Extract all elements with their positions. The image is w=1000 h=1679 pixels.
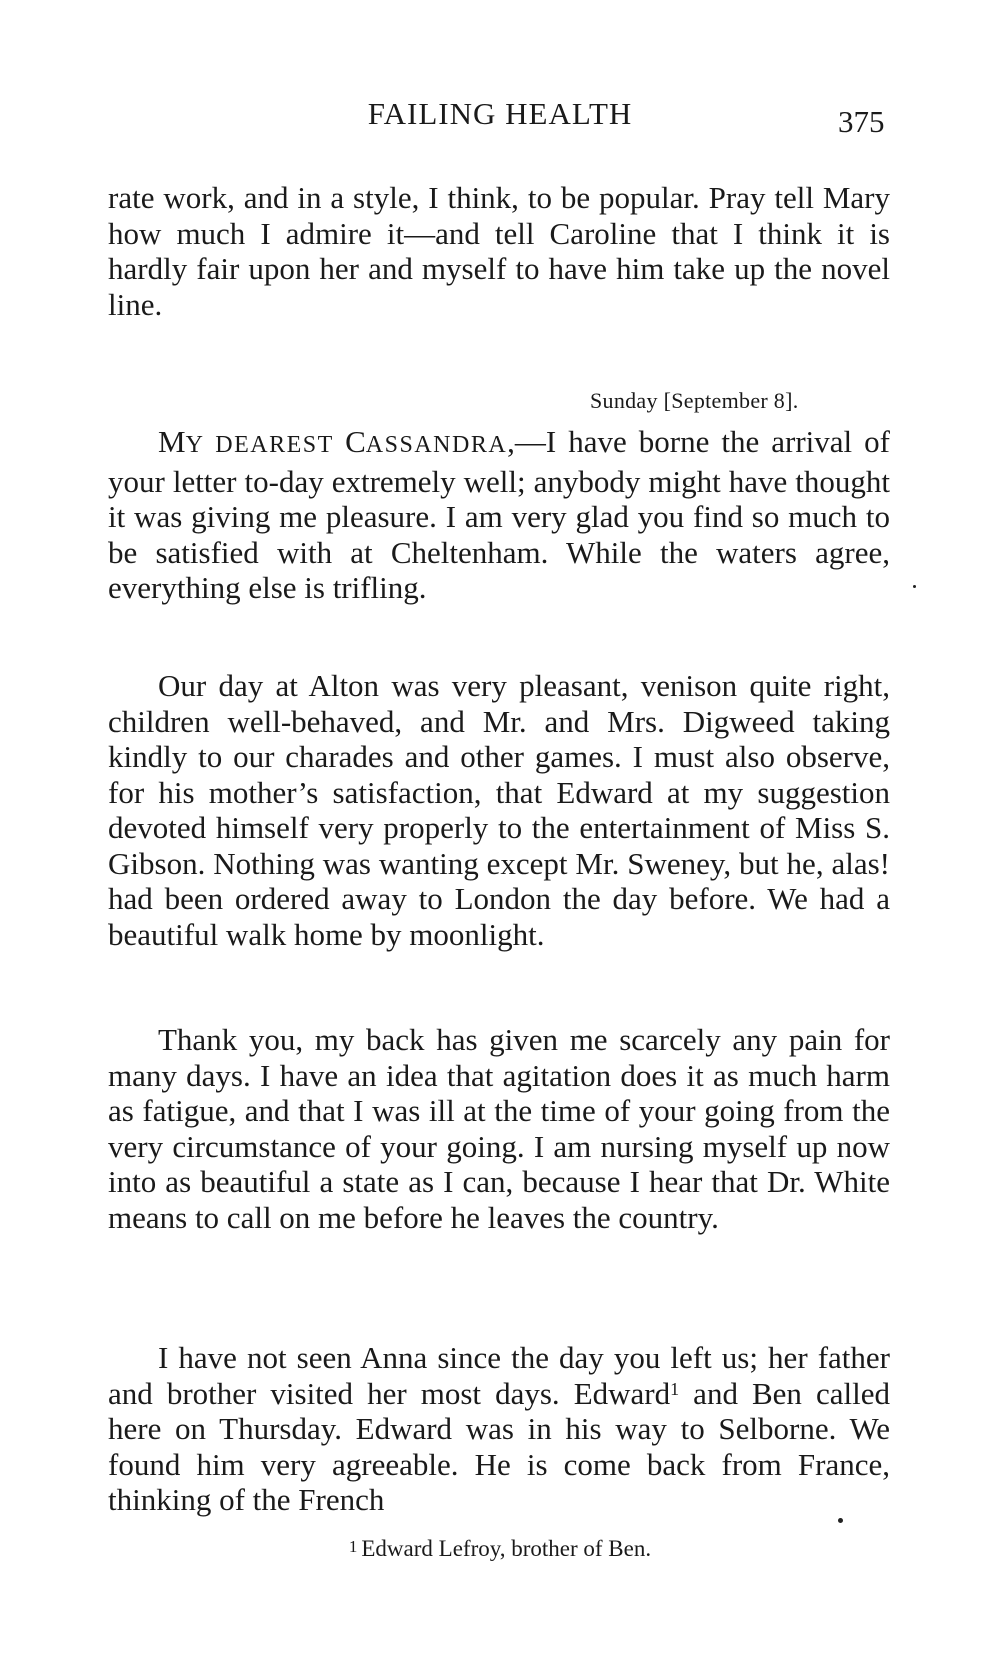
salutation-name-small-caps: ASSANDRA xyxy=(365,432,508,458)
paragraph-alton: Our day at Alton was very pleasant, venison quite right, children well-behaved, and Mr. and Mrs. Digweed taking kindly to our charades and other games. I must also observe, for his mother’s satisfaction, that Edward at my suggestion devoted himself very properly to the entertainment of Miss S. Gibson. Nothing was wanting except Mr. Sweney, but he, alas! had been ordered away to London the day before. We had a beautiful walk home by moonlight. xyxy=(108,668,890,952)
anna-text-before-note: I have not seen Anna since the day you left us; her father and brother visited her most days. Edward xyxy=(108,1340,890,1411)
footnote-text: Edward Lefroy, brother of Ben. xyxy=(361,1536,652,1561)
letter-opening-paragraph xyxy=(108,424,890,606)
letter-dateline: Sunday [September 8]. xyxy=(590,388,799,413)
footnote-marker: 1 xyxy=(348,1537,358,1556)
salutation-small-caps: Y DEAREST xyxy=(185,432,346,458)
footnote xyxy=(0,1536,1000,1562)
salutation-initial: M xyxy=(158,424,186,459)
print-speck xyxy=(838,1518,843,1523)
running-title: FAILING HEALTH xyxy=(367,96,633,131)
salutation-name-initial: C xyxy=(345,424,366,459)
paragraph-anna xyxy=(108,1340,890,1518)
paragraph-back-pain: Thank you, my back has given me scarcely any pain for many days. I have an idea that agitation does it as much harm as fatigue, and that I was ill at the time of your going from the very circumstance of your going. I am nursing myself up now into as beautiful a state as I can, because I hear that Dr. White means to call on me before he leaves the country. xyxy=(108,1022,890,1235)
anna-text-after-note: and Ben called here on Thursday. Edward was in his way to Selborne. We found him very agreeable. He is come back from France, thinking of the French xyxy=(108,1375,890,1517)
opening-text: I have borne the arrival of your letter to-day extremely well; anybody might have thought it was giving me pleasure. I am very glad you find so much to be satisfied with at Cheltenham. While the waters agree, everything else is trifling. xyxy=(108,424,890,605)
salutation-dash: ,— xyxy=(507,424,546,459)
continuation-paragraph: rate work, and in a style, I think, to be popular. Pray tell Mary how much I admire it—and tell Caroline that I think it is hardly fair upon her and myself to have him take up the novel line. xyxy=(108,180,890,322)
print-speck xyxy=(913,585,916,588)
footnote-reference: 1 xyxy=(670,1378,680,1399)
page-number: 375 xyxy=(838,104,885,139)
